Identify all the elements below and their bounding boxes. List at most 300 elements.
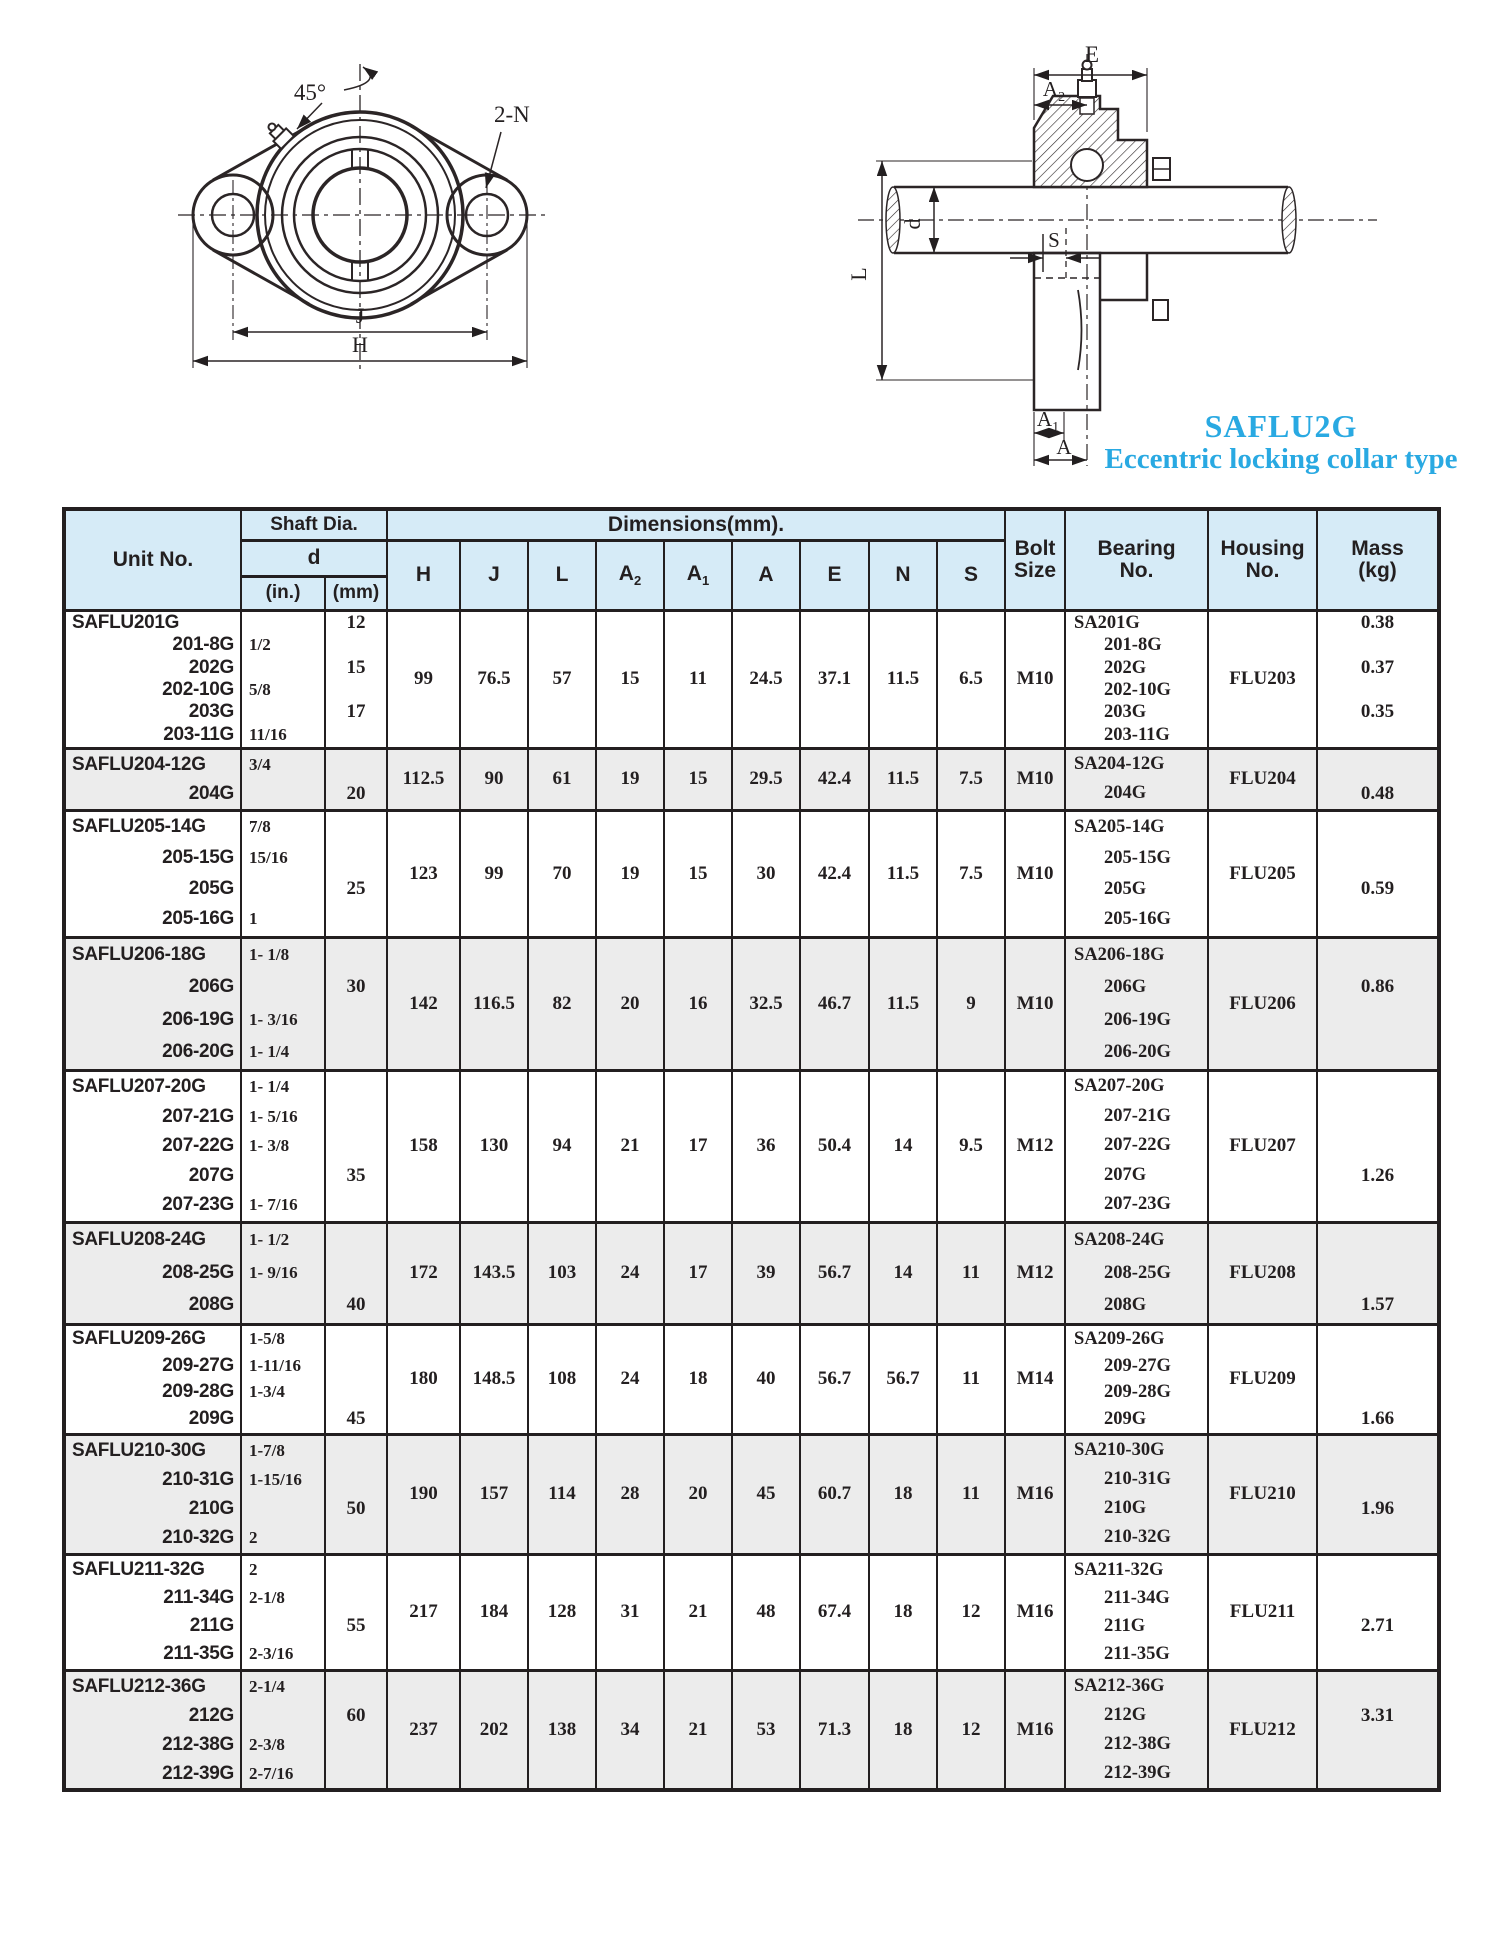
shaft-dia-mm-cell	[325, 748, 387, 810]
bearing-no-cell-line: 209-27G	[1104, 1355, 1171, 1376]
bolt-size-cell: M12	[1005, 1222, 1065, 1324]
shaft-dia-in-cell-line: 1-15/16	[249, 1470, 302, 1489]
shaft-dia-in-cell-line: 1- 5/16	[249, 1106, 298, 1126]
bearing-no-cell	[1065, 1434, 1208, 1554]
unit-no-cell-line: 206G	[188, 976, 234, 998]
unit-no-cell-line: 212-38G	[162, 1733, 234, 1755]
dim-s-cell: 12	[937, 1670, 1005, 1790]
dim-n-cell: 11.5	[869, 610, 937, 748]
mass-cell-line: 0.86	[1360, 976, 1395, 998]
bearing-no-cell-line: 207G	[1104, 1164, 1147, 1185]
unit-no-cell	[64, 937, 241, 1070]
dim-e-cell: 42.4	[800, 810, 869, 937]
shaft-dia-in-cell-line: 1-11/16	[249, 1355, 301, 1375]
dim-s-cell: 9.5	[937, 1070, 1005, 1222]
shaft-break-left	[886, 187, 900, 253]
dim-h-cell: 217	[387, 1554, 460, 1670]
unit-no-cell-line: 210-32G	[162, 1527, 234, 1548]
mass-cell-line: 3.31	[1360, 1704, 1395, 1726]
shaft-dia-in-cell-line: 1	[249, 909, 258, 929]
table-row	[64, 1434, 1439, 1554]
collar-setscrew-bottom	[1153, 300, 1168, 320]
bolt-size-cell: M10	[1005, 748, 1065, 810]
unit-no-cell-line: 211-34G	[163, 1587, 234, 1608]
dim-h-cell: 237	[387, 1670, 460, 1790]
dim-h-cell: 190	[387, 1434, 460, 1554]
dim-a-cell: 39	[732, 1222, 800, 1324]
unit-no-cell-line: 202G	[188, 656, 234, 678]
shaft-dia-in-cell-line: 1- 3/8	[249, 1136, 290, 1156]
unit-no-cell-line: 204G	[188, 783, 234, 804]
shaft-dia-mm-cell	[325, 810, 387, 937]
grease-fitting-icon	[263, 118, 294, 149]
bearing-no-cell-line: 209G	[1104, 1408, 1147, 1429]
unit-no-cell-line: 206-19G	[162, 1008, 234, 1030]
dim-h-cell: 99	[387, 610, 460, 748]
side-section-drawing	[842, 28, 1402, 473]
bearing-no-cell-line: 209-28G	[1104, 1382, 1171, 1402]
dim-h-cell: 112.5	[387, 748, 460, 810]
dim-label-s: S	[1048, 228, 1060, 252]
dim-e-cell: 56.7	[800, 1324, 869, 1434]
bearing-no-cell-line: SA206-18G	[1074, 945, 1165, 965]
dim-n-cell: 11.5	[869, 810, 937, 937]
shaft-dia-mm-cell-line: 17	[346, 701, 366, 723]
shaft-dia-in-cell	[241, 1670, 325, 1790]
unit-no-cell-line: SAFLU212-36G	[72, 1675, 206, 1697]
unit-no-cell-line: 212-39G	[162, 1762, 234, 1784]
col-header-in: (in.)	[241, 576, 325, 610]
mass-cell	[1317, 1324, 1439, 1434]
shaft-dia-mm-cell	[325, 1324, 387, 1434]
col-header-unit-no: Unit No.	[64, 509, 241, 610]
table-row	[64, 937, 1439, 1070]
mass-cell-line: 1.26	[1360, 1164, 1395, 1186]
bolt-size-cell: M16	[1005, 1670, 1065, 1790]
table-row	[64, 1070, 1439, 1222]
hole-count-label: 2-N	[494, 102, 530, 127]
dim-a2-cell: 24	[596, 1324, 664, 1434]
bearing-no-cell-line: 210G	[1104, 1498, 1147, 1518]
unit-no-cell-line: 210-31G	[162, 1469, 234, 1490]
unit-no-cell	[64, 1324, 241, 1434]
dim-j-cell: 143.5	[460, 1222, 528, 1324]
dim-l-cell: 94	[528, 1070, 596, 1222]
bearing-no-cell-line: 208G	[1104, 1295, 1147, 1316]
dim-a1-cell: 15	[664, 810, 732, 937]
dim-a1-cell: 15	[664, 748, 732, 810]
shaft-dia-in-cell	[241, 610, 325, 748]
dim-a2-cell: 31	[596, 1554, 664, 1670]
table-row	[64, 1670, 1439, 1790]
dim-a2-cell: 20	[596, 937, 664, 1070]
table-body	[64, 610, 1439, 1790]
dim-a-cell: 53	[732, 1670, 800, 1790]
shaft-dia-mm-cell-line: 50	[346, 1498, 366, 1519]
dim-a-cell: 48	[732, 1554, 800, 1670]
dim-label-a1: $A_1$	[1036, 407, 1060, 435]
bearing-no-cell-line: 210-32G	[1104, 1527, 1171, 1547]
dim-label-h: H	[352, 332, 368, 357]
type-name: Eccentric locking collar type	[1104, 442, 1458, 475]
dim-e-cell: 60.7	[800, 1434, 869, 1554]
housing-no-cell: FLU211	[1208, 1554, 1317, 1670]
col-header-mm: (mm)	[325, 576, 387, 610]
shaft-dia-in-cell	[241, 1554, 325, 1670]
angle-arc-arrow	[344, 67, 370, 90]
dim-s-cell: 7.5	[937, 810, 1005, 937]
slot-curve	[1078, 290, 1082, 370]
bearing-no-cell	[1065, 937, 1208, 1070]
housing-no-cell: FLU208	[1208, 1222, 1317, 1324]
bearing-no-cell-line: 205-16G	[1104, 909, 1171, 930]
dim-n-cell: 11.5	[869, 937, 937, 1070]
bearing-no-cell-line: SA211-32G	[1074, 1560, 1164, 1580]
dim-j-cell: 157	[460, 1434, 528, 1554]
col-header-h: H	[387, 540, 460, 610]
bearing-no-cell	[1065, 1222, 1208, 1324]
dim-e-cell: 67.4	[800, 1554, 869, 1670]
shaft-dia-mm-cell-line: 45	[346, 1407, 366, 1429]
shaft-dia-mm-cell	[325, 1434, 387, 1554]
dim-a1-cell: 20	[664, 1434, 732, 1554]
dim-label-a2: $A_2$	[1042, 77, 1066, 105]
shaft-dia-in-cell-line: 2-1/8	[249, 1588, 285, 1607]
dim-l-cell: 138	[528, 1670, 596, 1790]
housing-no-cell: FLU212	[1208, 1670, 1317, 1790]
shaft-dia-mm-cell-line: 40	[346, 1294, 366, 1316]
bearing-no-cell-line: 212G	[1104, 1704, 1147, 1725]
shaft-dia-mm-cell-line: 20	[346, 783, 366, 804]
dim-s-cell: 11	[937, 1434, 1005, 1554]
unit-no-cell-line: 209-28G	[162, 1381, 234, 1402]
bearing-no-cell-line: 211-35G	[1104, 1644, 1170, 1664]
bearing-no-cell-line: 208-25G	[1104, 1262, 1171, 1283]
bearing-no-cell-line: SA204-12G	[1074, 754, 1165, 774]
unit-no-cell-line: 201-8G	[172, 634, 234, 656]
unit-no-cell-line: 207-22G	[162, 1135, 234, 1157]
unit-no-cell-line: 205-16G	[162, 908, 234, 930]
shaft-dia-in-cell-line: 2-3/16	[249, 1644, 294, 1663]
shaft-dia-mm-cell-line: 55	[346, 1615, 366, 1636]
unit-no-cell-line: 207G	[188, 1164, 234, 1186]
shaft-dia-in-cell-line: 1-7/8	[249, 1441, 285, 1460]
collar-lower	[1100, 253, 1147, 300]
bearing-no-cell	[1065, 1554, 1208, 1670]
mass-cell	[1317, 810, 1439, 937]
mass-cell-line: 0.48	[1360, 783, 1395, 804]
dim-s-cell: 12	[937, 1554, 1005, 1670]
dim-a-cell: 32.5	[732, 937, 800, 1070]
dim-a2-cell: 19	[596, 748, 664, 810]
mass-cell-line: 0.59	[1360, 877, 1395, 899]
unit-no-cell-line: 207-23G	[162, 1194, 234, 1216]
col-header-bolt-size: Bolt Size	[1005, 509, 1065, 610]
bearing-no-cell-line: 205-15G	[1104, 847, 1171, 868]
hole-callout-leader	[486, 132, 501, 188]
shaft-dia-mm-cell	[325, 1554, 387, 1670]
unit-no-cell-line: SAFLU206-18G	[72, 944, 206, 965]
bearing-no-cell-line: SA212-36G	[1074, 1675, 1165, 1696]
unit-no-cell-line: 209G	[188, 1407, 234, 1429]
bearing-no-cell-line: 203G	[1104, 702, 1147, 723]
shaft-dia-mm-cell-line: 35	[346, 1164, 366, 1186]
dim-j-cell: 76.5	[460, 610, 528, 748]
col-header-bearing-no: Bearing No.	[1065, 509, 1208, 610]
dim-n-cell: 14	[869, 1222, 937, 1324]
unit-no-cell	[64, 1554, 241, 1670]
dim-a1-cell: 18	[664, 1324, 732, 1434]
shaft-dia-mm-cell-line: 25	[346, 877, 366, 899]
table-row	[64, 1324, 1439, 1434]
shaft-dia-in-cell-line: 2	[249, 1528, 258, 1547]
bearing-no-cell-line: 210-31G	[1104, 1469, 1171, 1489]
unit-no-cell-line: 205-15G	[162, 846, 234, 868]
shaft-dia-in-cell	[241, 1324, 325, 1434]
shaft-dia-mm-cell	[325, 610, 387, 748]
unit-no-cell	[64, 610, 241, 748]
bearing-no-cell	[1065, 1070, 1208, 1222]
shaft-dia-in-cell-line: 3/4	[249, 755, 271, 774]
dim-e-cell: 37.1	[800, 610, 869, 748]
dim-a2-cell: 24	[596, 1222, 664, 1324]
bolt-size-cell: M10	[1005, 810, 1065, 937]
bolt-size-cell: M10	[1005, 937, 1065, 1070]
bearing-no-cell-line: SA201G	[1074, 613, 1140, 633]
mass-cell	[1317, 1670, 1439, 1790]
shaft-dia-in-cell-line: 1- 1/2	[249, 1230, 290, 1249]
model-name: SAFLU2G	[1204, 408, 1358, 444]
dim-n-cell: 18	[869, 1434, 937, 1554]
bearing-no-cell-line: 204G	[1104, 783, 1147, 803]
unit-no-cell-line: SAFLU208-24G	[72, 1229, 206, 1250]
mass-cell	[1317, 610, 1439, 748]
bearing-no-cell-line: SA210-30G	[1074, 1440, 1165, 1460]
shaft-dia-in-cell-line: 1/2	[249, 635, 271, 655]
dim-a1-cell: 17	[664, 1222, 732, 1324]
unit-no-cell-line: SAFLU205-14G	[72, 816, 206, 837]
dim-a-cell: 45	[732, 1434, 800, 1554]
dim-l-cell: 70	[528, 810, 596, 937]
mass-cell-line: 0.35	[1360, 701, 1395, 723]
dim-j-cell: 90	[460, 748, 528, 810]
dim-a2-cell: 34	[596, 1670, 664, 1790]
shaft-dia-in-cell-line: 1- 1/4	[249, 1041, 290, 1061]
col-header-mass: Mass (kg)	[1317, 509, 1439, 610]
dim-l-cell: 108	[528, 1324, 596, 1434]
bearing-no-cell-line: SA207-20G	[1074, 1076, 1165, 1096]
dim-h-cell: 158	[387, 1070, 460, 1222]
shaft-dia-in-cell-line: 7/8	[249, 817, 271, 836]
dim-label-j: J	[355, 303, 365, 328]
housing-no-cell: FLU203	[1208, 610, 1317, 748]
shaft-dia-in-cell-line: 15/16	[249, 847, 288, 867]
housing-no-cell: FLU210	[1208, 1434, 1317, 1554]
dim-a1-cell: 11	[664, 610, 732, 748]
unit-no-cell-line: 206-20G	[162, 1040, 234, 1062]
angle-label: 45°	[293, 80, 327, 105]
mass-cell-line: 0.38	[1360, 612, 1395, 633]
bearing-no-cell-line: 206-20G	[1104, 1041, 1171, 1062]
dim-l-cell: 128	[528, 1554, 596, 1670]
col-header-e: E	[800, 540, 869, 610]
bearing-no-cell-line: SA205-14G	[1074, 817, 1165, 837]
mass-cell-line: 0.37	[1360, 656, 1395, 678]
shaft-dia-in-cell	[241, 748, 325, 810]
dim-j-cell: 99	[460, 810, 528, 937]
shaft-dia-mm-cell-line: 30	[346, 976, 366, 998]
shaft-dia-mm-cell	[325, 1670, 387, 1790]
bearing-no-cell-line: SA208-24G	[1074, 1230, 1165, 1250]
mass-cell	[1317, 937, 1439, 1070]
dim-e-cell: 71.3	[800, 1670, 869, 1790]
col-header-l: L	[528, 540, 596, 610]
shaft-dia-in-cell-line: 1- 7/16	[249, 1195, 298, 1215]
bearing-no-cell	[1065, 748, 1208, 810]
unit-no-cell	[64, 1070, 241, 1222]
dim-a1-cell: 17	[664, 1070, 732, 1222]
dim-j-cell: 184	[460, 1554, 528, 1670]
unit-no-cell-line: 208G	[188, 1294, 234, 1316]
shaft-dia-in-cell	[241, 1070, 325, 1222]
housing-no-cell: FLU204	[1208, 748, 1317, 810]
bolt-size-cell: M14	[1005, 1324, 1065, 1434]
shaft-dia-in-cell-line: 1- 3/16	[249, 1009, 298, 1029]
dim-n-cell: 18	[869, 1554, 937, 1670]
dim-s-cell: 11	[937, 1222, 1005, 1324]
unit-no-cell-line: 202-10G	[162, 679, 234, 700]
shaft-dia-mm-cell	[325, 1070, 387, 1222]
spec-table	[62, 507, 1441, 1792]
shaft-dia-in-cell-line: 2-7/16	[249, 1763, 294, 1783]
unit-no-cell-line: 211-35G	[163, 1643, 234, 1664]
table-row	[64, 1222, 1439, 1324]
mass-cell	[1317, 1070, 1439, 1222]
bearing-no-cell-line: 211G	[1104, 1616, 1146, 1636]
mass-cell-line: 1.57	[1360, 1294, 1395, 1316]
shaft-dia-in-cell-line: 2-3/8	[249, 1734, 285, 1754]
unit-no-cell-line: SAFLU211-32G	[72, 1559, 205, 1580]
unit-no-cell-line: SAFLU209-26G	[72, 1328, 206, 1349]
shaft-dia-in-cell-line: 1-5/8	[249, 1329, 285, 1348]
grease-passage	[1080, 98, 1094, 114]
table-row	[64, 748, 1439, 810]
table-row	[64, 1554, 1439, 1670]
bearing-no-cell-line: 211-34G	[1104, 1588, 1170, 1608]
dim-a-cell: 29.5	[732, 748, 800, 810]
dim-label-l: L	[846, 267, 871, 281]
unit-no-cell	[64, 1222, 241, 1324]
dim-s-cell: 6.5	[937, 610, 1005, 748]
unit-no-cell	[64, 810, 241, 937]
dim-s-cell: 7.5	[937, 748, 1005, 810]
dim-a1-cell: 21	[664, 1670, 732, 1790]
table-row	[64, 810, 1439, 937]
bearing-no-cell	[1065, 1670, 1208, 1790]
col-header-d: d	[241, 540, 387, 576]
unit-no-cell-line: 205G	[188, 877, 234, 899]
bearing-no-cell-line: 207-21G	[1104, 1105, 1171, 1126]
shaft-dia-in-cell	[241, 937, 325, 1070]
product-title	[1090, 410, 1472, 474]
dim-a2-cell: 28	[596, 1434, 664, 1554]
bearing-no-cell-line: 202-10G	[1104, 680, 1171, 700]
col-header-s: S	[937, 540, 1005, 610]
shaft-dia-mm-cell-line: 12	[346, 612, 366, 633]
dim-h-cell: 180	[387, 1324, 460, 1434]
mass-cell	[1317, 748, 1439, 810]
unit-no-cell-line: 203-11G	[163, 723, 234, 745]
dim-l-cell: 61	[528, 748, 596, 810]
unit-no-cell-line: SAFLU210-30G	[72, 1440, 206, 1461]
bearing-no-cell-line: 212-39G	[1104, 1762, 1171, 1783]
mass-cell	[1317, 1554, 1439, 1670]
shaft-dia-mm-cell-line: 15	[346, 656, 366, 678]
bearing-no-cell	[1065, 810, 1208, 937]
dim-e-cell: 56.7	[800, 1222, 869, 1324]
mass-cell	[1317, 1222, 1439, 1324]
col-header-j: J	[460, 540, 528, 610]
bolt-size-cell: M10	[1005, 610, 1065, 748]
unit-no-cell-line: SAFLU201G	[72, 612, 180, 633]
housing-lower	[1034, 253, 1100, 410]
bearing-no-cell	[1065, 1324, 1208, 1434]
col-header-shaft-dia: Shaft Dia.	[241, 509, 387, 540]
shaft-dia-in-cell-line: 1- 1/8	[249, 945, 290, 964]
dim-h-cell: 142	[387, 937, 460, 1070]
dim-n-cell: 18	[869, 1670, 937, 1790]
dim-l-cell: 114	[528, 1434, 596, 1554]
dim-a2-cell: 19	[596, 810, 664, 937]
dim-a-cell: 36	[732, 1070, 800, 1222]
bearing-no-cell-line: 206G	[1104, 977, 1147, 998]
shaft-dia-in-cell-line: 2	[249, 1560, 258, 1579]
shaft-dia-in-cell	[241, 1222, 325, 1324]
unit-no-cell-line: 208-25G	[162, 1261, 234, 1283]
dim-a-cell: 30	[732, 810, 800, 937]
bearing-no-cell-line: 212-38G	[1104, 1733, 1171, 1754]
col-header-housing-no: Housing No.	[1208, 509, 1317, 610]
dim-a2-cell: 15	[596, 610, 664, 748]
mass-cell	[1317, 1434, 1439, 1554]
dim-j-cell: 116.5	[460, 937, 528, 1070]
table-header	[64, 509, 1439, 610]
dim-a1-cell: 21	[664, 1554, 732, 1670]
col-header-n: N	[869, 540, 937, 610]
bearing-no-cell-line: 207-22G	[1104, 1135, 1171, 1156]
shaft-dia-in-cell-line: 1-3/4	[249, 1382, 285, 1401]
shaft-dia-in-cell-line: 2-1/4	[249, 1676, 285, 1696]
dim-label-d: d	[900, 218, 925, 230]
shaft-dia-in-cell-line: 11/16	[249, 724, 287, 744]
bearing-no-cell-line: 205G	[1104, 878, 1147, 899]
bolt-size-cell: M16	[1005, 1554, 1065, 1670]
table-row	[64, 610, 1439, 748]
shaft-dia-in-cell	[241, 810, 325, 937]
unit-no-cell-line: 209-27G	[162, 1354, 234, 1376]
dim-l-cell: 82	[528, 937, 596, 1070]
unit-no-cell-line: SAFLU204-12G	[72, 754, 206, 775]
dim-label-a: A	[1056, 435, 1072, 459]
col-header-a: A	[732, 540, 800, 610]
shaft-dia-mm-cell	[325, 937, 387, 1070]
unit-no-cell-line: 210G	[188, 1498, 234, 1519]
dim-ext-l	[876, 161, 1034, 380]
bearing-no-cell-line: 206-19G	[1104, 1009, 1171, 1030]
dim-n-cell: 56.7	[869, 1324, 937, 1434]
housing-no-cell: FLU209	[1208, 1324, 1317, 1434]
dim-a-cell: 24.5	[732, 610, 800, 748]
